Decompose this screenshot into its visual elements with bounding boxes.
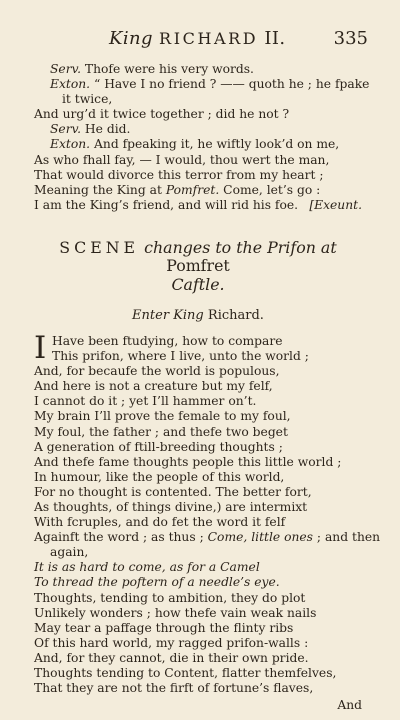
scene-label: SCENE [59, 237, 140, 257]
stage-exeunt: [Exeunt. [309, 197, 362, 212]
speech-line: With fcruples, and do fet the word it felf [34, 515, 286, 530]
dialogue-text: He did. [84, 122, 131, 137]
speech-line: My brain I’ll prove the female to my foul, [34, 409, 291, 424]
stage-king: King [173, 307, 204, 323]
dialogue-text: Meaning the King at [34, 182, 162, 197]
speaker-servant: Serv. [50, 122, 81, 137]
text-top [34, 62, 370, 213]
scene-changes: changes to the [144, 237, 263, 257]
running-head-richard: RICHARD [159, 29, 259, 48]
speech-line: again, [50, 545, 89, 560]
dialogue-text: And fpeaking it, he wiftly look’d on me, [94, 137, 340, 152]
running-head-number: II. [264, 28, 286, 49]
dialogue-text: Come, let’s go : [223, 182, 321, 197]
dialogue-line: As who fhall fay, — I would, thou wert the man, [34, 152, 330, 167]
scene-heading [34, 239, 362, 294]
place-name: Pomfret. [165, 182, 220, 197]
speech-line: As thoughts, of things divine,) are intermixt [34, 499, 308, 514]
dialogue-text: I am the King’s friend, and will rid his foe. [34, 197, 299, 212]
running-title [109, 28, 286, 49]
speech-line: Thoughts tending to Content, flatter themfelves, [34, 666, 337, 680]
stage-richard: Richard. [207, 307, 264, 323]
speech-line: Thoughts, tending to ambition, they do plot [34, 590, 306, 605]
speech-line: A generation of ftill-breeding thoughts ; [34, 439, 283, 454]
speech-line: That they are not the firft of fortune’s flaves, [34, 681, 314, 696]
speaker-servant: Serv. [50, 62, 81, 76]
speech-line: In humour, like the people of this world, [34, 469, 285, 484]
dialogue-line [34, 122, 362, 137]
speech [34, 329, 381, 696]
scene-at: at [320, 237, 337, 257]
scene-heading-line [34, 239, 362, 275]
page-number: 335 [333, 28, 368, 49]
stage-enter: Enter [132, 307, 170, 323]
dialogue-line [34, 137, 362, 152]
dialogue-line [34, 198, 362, 213]
speech-line: Of this hard world, my ragged prifon-walls : [34, 635, 309, 650]
speech-line: This prifon, where I live, unto the world ; [52, 349, 309, 364]
speech-line: I cannot do it ; yet I’ll hammer on’t. [34, 394, 257, 409]
speech-quote: Come, little ones [207, 530, 313, 545]
speech-line: And, for they cannot, die in their own pride. [34, 650, 309, 665]
dialogue-text: Thofe were his very words. [84, 62, 254, 76]
dialogue-line [34, 183, 362, 198]
speech-line [34, 530, 381, 545]
speech-line: My foul, the father ; and thefe two beget [34, 424, 288, 439]
stage-direction [34, 308, 362, 324]
dialogue-text: “ Have I no friend ? —— quoth he ; he fpake [94, 77, 370, 92]
dialogue-line: And urg’d it twice together ; did he not ? [34, 107, 290, 122]
running-head [34, 28, 368, 52]
speech-fragment: Againft the word ; as thus ; [34, 530, 204, 545]
scene-prison: Prifon [267, 237, 316, 257]
speech-opening [34, 329, 362, 366]
scene-place: Pomfret [166, 255, 230, 275]
running-head-king: King [109, 28, 153, 49]
speech-line: For no thought is contented. The better fort, [34, 484, 312, 499]
catchword: And [337, 698, 362, 713]
drop-cap: I [34, 329, 47, 366]
speech-line: It is as hard to come, as for a Camel [34, 560, 260, 575]
speech-line: And, for becaufe the world is populous, [34, 364, 280, 379]
speaker-exton: Exton. [50, 77, 91, 92]
speech-line: To thread the poftern of a needle’s eye. [34, 575, 280, 590]
scene-castle: Caftle. [171, 274, 225, 294]
speaker-exton: Exton. [50, 137, 91, 152]
speech-fragment: ; and then [316, 530, 381, 545]
dialogue-line: it twice, [62, 92, 113, 107]
dialogue-line: That would divorce this terror from my heart ; [34, 167, 324, 182]
speech-line: Have been ftudying, how to compare [52, 333, 283, 348]
speech-line: And thefe fame thoughts people this little world ; [34, 454, 342, 469]
dialogue-line [34, 62, 362, 77]
dialogue-line [34, 77, 370, 92]
speech-line: May tear a paffage through the flinty ribs [34, 620, 294, 635]
speech-line: And here is not a creature but my felf, [34, 379, 273, 394]
speech-line: Unlikely wonders ; how thefe vain weak nails [34, 605, 317, 620]
